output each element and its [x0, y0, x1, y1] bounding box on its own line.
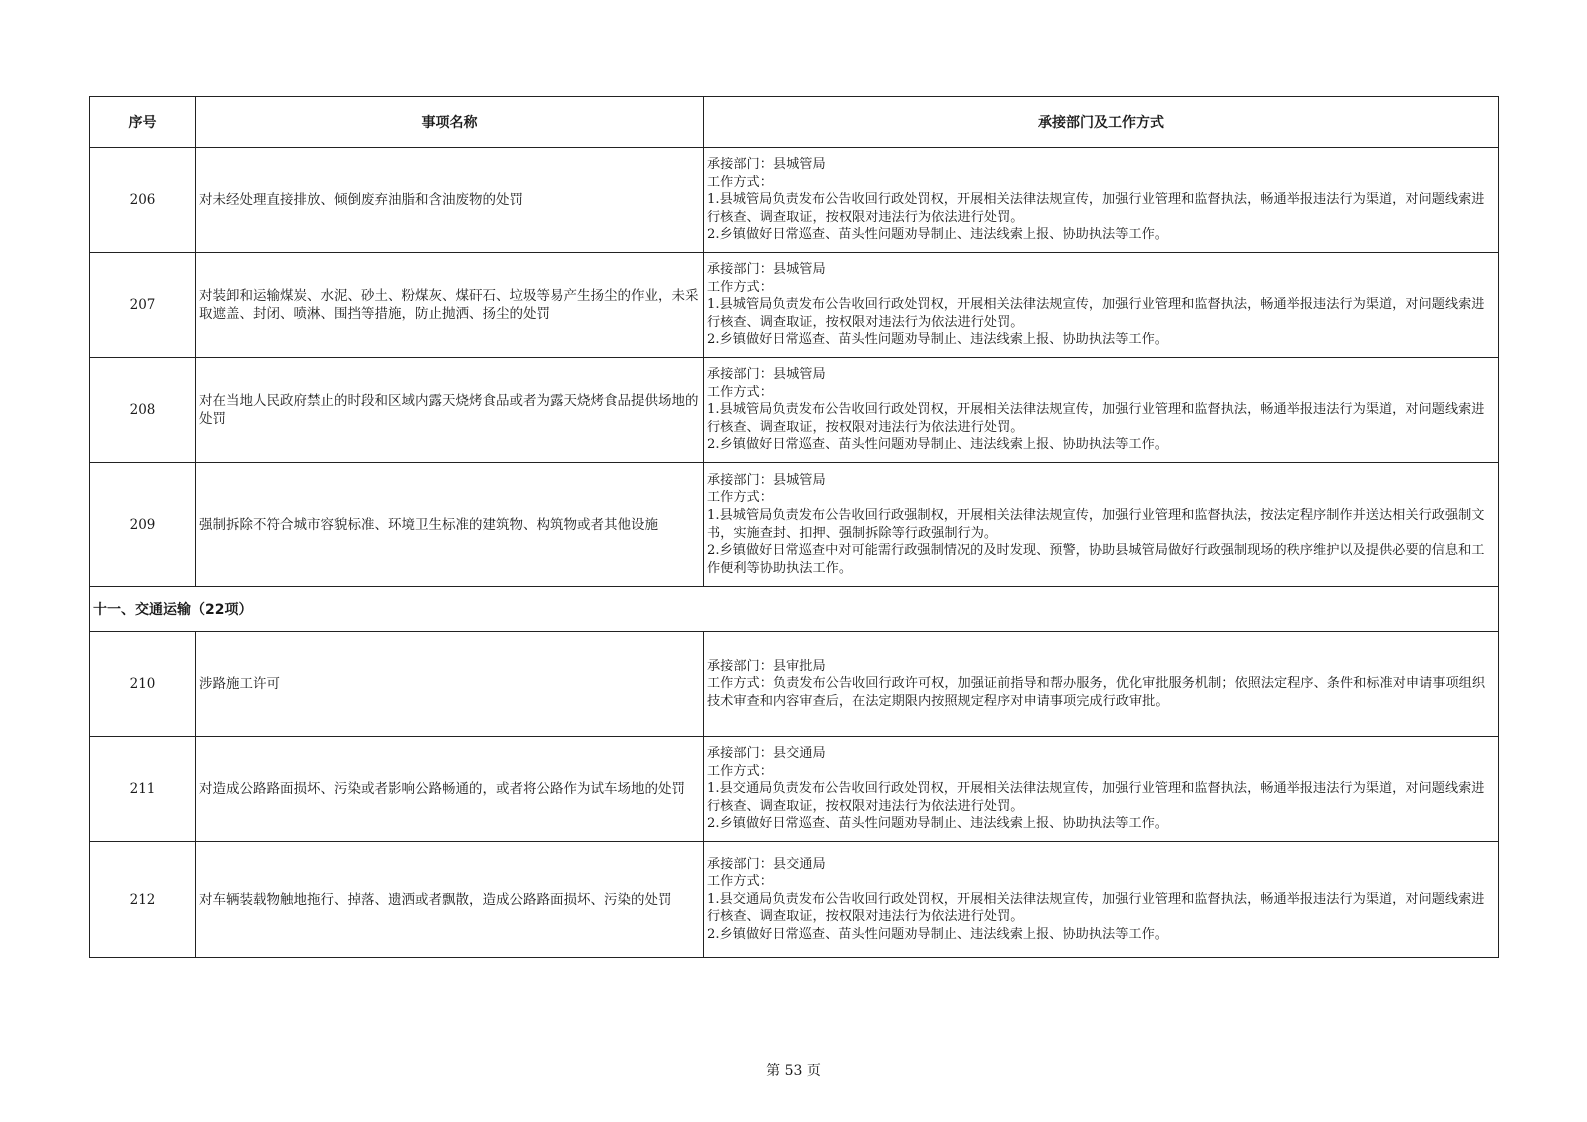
row-dept-method: [704, 463, 1499, 587]
dept-line: 2.乡镇做好日常巡查、苗头性问题劝导制止、违法线索上报、协助执法等工作。: [707, 926, 1168, 942]
row-dept-method: [704, 737, 1499, 842]
dept-line: 承接部门：县城管局: [707, 262, 826, 278]
row-dept-method: [704, 842, 1499, 958]
row-seq: 210: [90, 632, 196, 737]
row-item-name: 强制拆除不符合城市容貌标准、环境卫生标准的建筑物、构筑物或者其他设施: [196, 463, 704, 587]
dept-line: 工作方式：负责发布公告收回行政许可权，加强证前指导和帮办服务，优化审批服务机制；依照法定程序、条件和标准对申请事项组织技术审查和内容审查后，在法定期限内按照规定程序对申请事项完成行政审批。: [707, 676, 1486, 709]
table-row: [90, 463, 1499, 587]
row-item-name: 对车辆装载物触地拖行、掉落、遗洒或者飘散，造成公路路面损坏、污染的处罚: [196, 842, 704, 958]
dept-line: 2.乡镇做好日常巡查、苗头性问题劝导制止、违法线索上报、协助执法等工作。: [707, 816, 1168, 832]
row-seq: 212: [90, 842, 196, 958]
dept-line: 承接部门：县审批局: [707, 658, 826, 674]
table-row: [90, 842, 1499, 958]
table-row: [90, 253, 1499, 358]
table-header-row: [90, 97, 1499, 148]
row-seq: 206: [90, 148, 196, 253]
dept-line: 2.乡镇做好日常巡查、苗头性问题劝导制止、违法线索上报、协助执法等工作。: [707, 437, 1168, 453]
dept-line: 2.乡镇做好日常巡查、苗头性问题劝导制止、违法线索上报、协助执法等工作。: [707, 227, 1168, 243]
dept-line: 工作方式：: [707, 490, 773, 506]
dept-line: 1.县交通局负责发布公告收回行政处罚权，开展相关法律法规宣传，加强行业管理和监督执法，畅通举报违法行为渠道，对问题线索进行核查、调查取证，按权限对违法行为依法进行处罚。: [707, 781, 1485, 814]
dept-line: 1.县城管局负责发布公告收回行政强制权，开展相关法律法规宣传，加强行业管理和监督执法，按法定程序制作并送达相关行政强制文书，实施查封、扣押、强制拆除等行政强制行为。: [707, 507, 1485, 541]
row-seq: 209: [90, 463, 196, 587]
dept-line: 承接部门：县交通局: [707, 746, 826, 762]
dept-line: 1.县交通局负责发布公告收回行政处罚权，开展相关法律法规宣传，加强行业管理和监督执法，畅通举报违法行为渠道，对问题线索进行核查、调查取证，按权限对违法行为依法进行处罚。: [707, 891, 1485, 925]
table-row: [90, 358, 1499, 463]
dept-line: 工作方式：: [707, 279, 773, 295]
row-item-name: 对在当地人民政府禁止的时段和区域内露天烧烤食品或者为露天烧烤食品提供场地的处罚: [196, 358, 704, 463]
row-dept-method: [704, 148, 1499, 253]
row-item-name: 涉路施工许可: [196, 632, 704, 737]
dept-line: 承接部门：县交通局: [707, 856, 826, 872]
dept-line: 承接部门：县城管局: [707, 367, 826, 383]
dept-line: 工作方式：: [707, 384, 773, 400]
dept-line: 2.乡镇做好日常巡查、苗头性问题劝导制止、违法线索上报、协助执法等工作。: [707, 332, 1168, 348]
dept-line: 承接部门：县城管局: [707, 472, 826, 488]
dept-line: 2.乡镇做好日常巡查中对可能需行政强制情况的及时发现、预警，协助县城管局做好行政强制现场的秩序维护以及提供必要的信息和工作便利等协助执法工作。: [707, 543, 1485, 576]
dept-line: 承接部门：县城管局: [707, 157, 826, 173]
row-item-name: 对未经处理直接排放、倾倒废弃油脂和含油废物的处罚: [196, 148, 704, 253]
dept-line: 工作方式：: [707, 174, 773, 190]
header-name: 事项名称: [196, 97, 704, 148]
header-dept: 承接部门及工作方式: [704, 97, 1499, 148]
row-seq: 211: [90, 737, 196, 842]
row-dept-method: [704, 253, 1499, 358]
dept-line: 工作方式：: [707, 874, 773, 890]
table-row: [90, 632, 1499, 737]
row-dept-method: [704, 358, 1499, 463]
dept-line: 1.县城管局负责发布公告收回行政处罚权，开展相关法律法规宣传，加强行业管理和监督执法，畅通举报违法行为渠道，对问题线索进行核查、调查取证，按权限对违法行为依法进行处罚。: [707, 402, 1485, 435]
dept-line: 工作方式：: [707, 763, 773, 779]
row-item-name: 对造成公路路面损坏、污染或者影响公路畅通的，或者将公路作为试车场地的处罚: [196, 737, 704, 842]
table-row: [90, 148, 1499, 253]
table-row: [90, 737, 1499, 842]
items-table: [89, 96, 1499, 958]
dept-line: 1.县城管局负责发布公告收回行政处罚权，开展相关法律法规宣传，加强行业管理和监督执法，畅通举报违法行为渠道，对问题线索进行核查、调查取证，按权限对违法行为依法进行处罚。: [707, 192, 1485, 225]
row-dept-method: [704, 632, 1499, 737]
header-seq: 序号: [90, 97, 196, 148]
section-title: 十一、交通运输（22项）: [90, 587, 1499, 632]
page-number: 第 53 页: [766, 1063, 821, 1079]
row-item-name: 对装卸和运输煤炭、水泥、砂土、粉煤灰、煤矸石、垃圾等易产生扬尘的作业，未采取遮盖、封闭、喷淋、围挡等措施，防止抛洒、扬尘的处罚: [196, 253, 704, 358]
row-seq: 208: [90, 358, 196, 463]
dept-line: 1.县城管局负责发布公告收回行政处罚权，开展相关法律法规宣传，加强行业管理和监督执法，畅通举报违法行为渠道，对问题线索进行核查、调查取证，按权限对违法行为依法进行处罚。: [707, 297, 1485, 330]
section-row: [90, 587, 1499, 632]
row-seq: 207: [90, 253, 196, 358]
